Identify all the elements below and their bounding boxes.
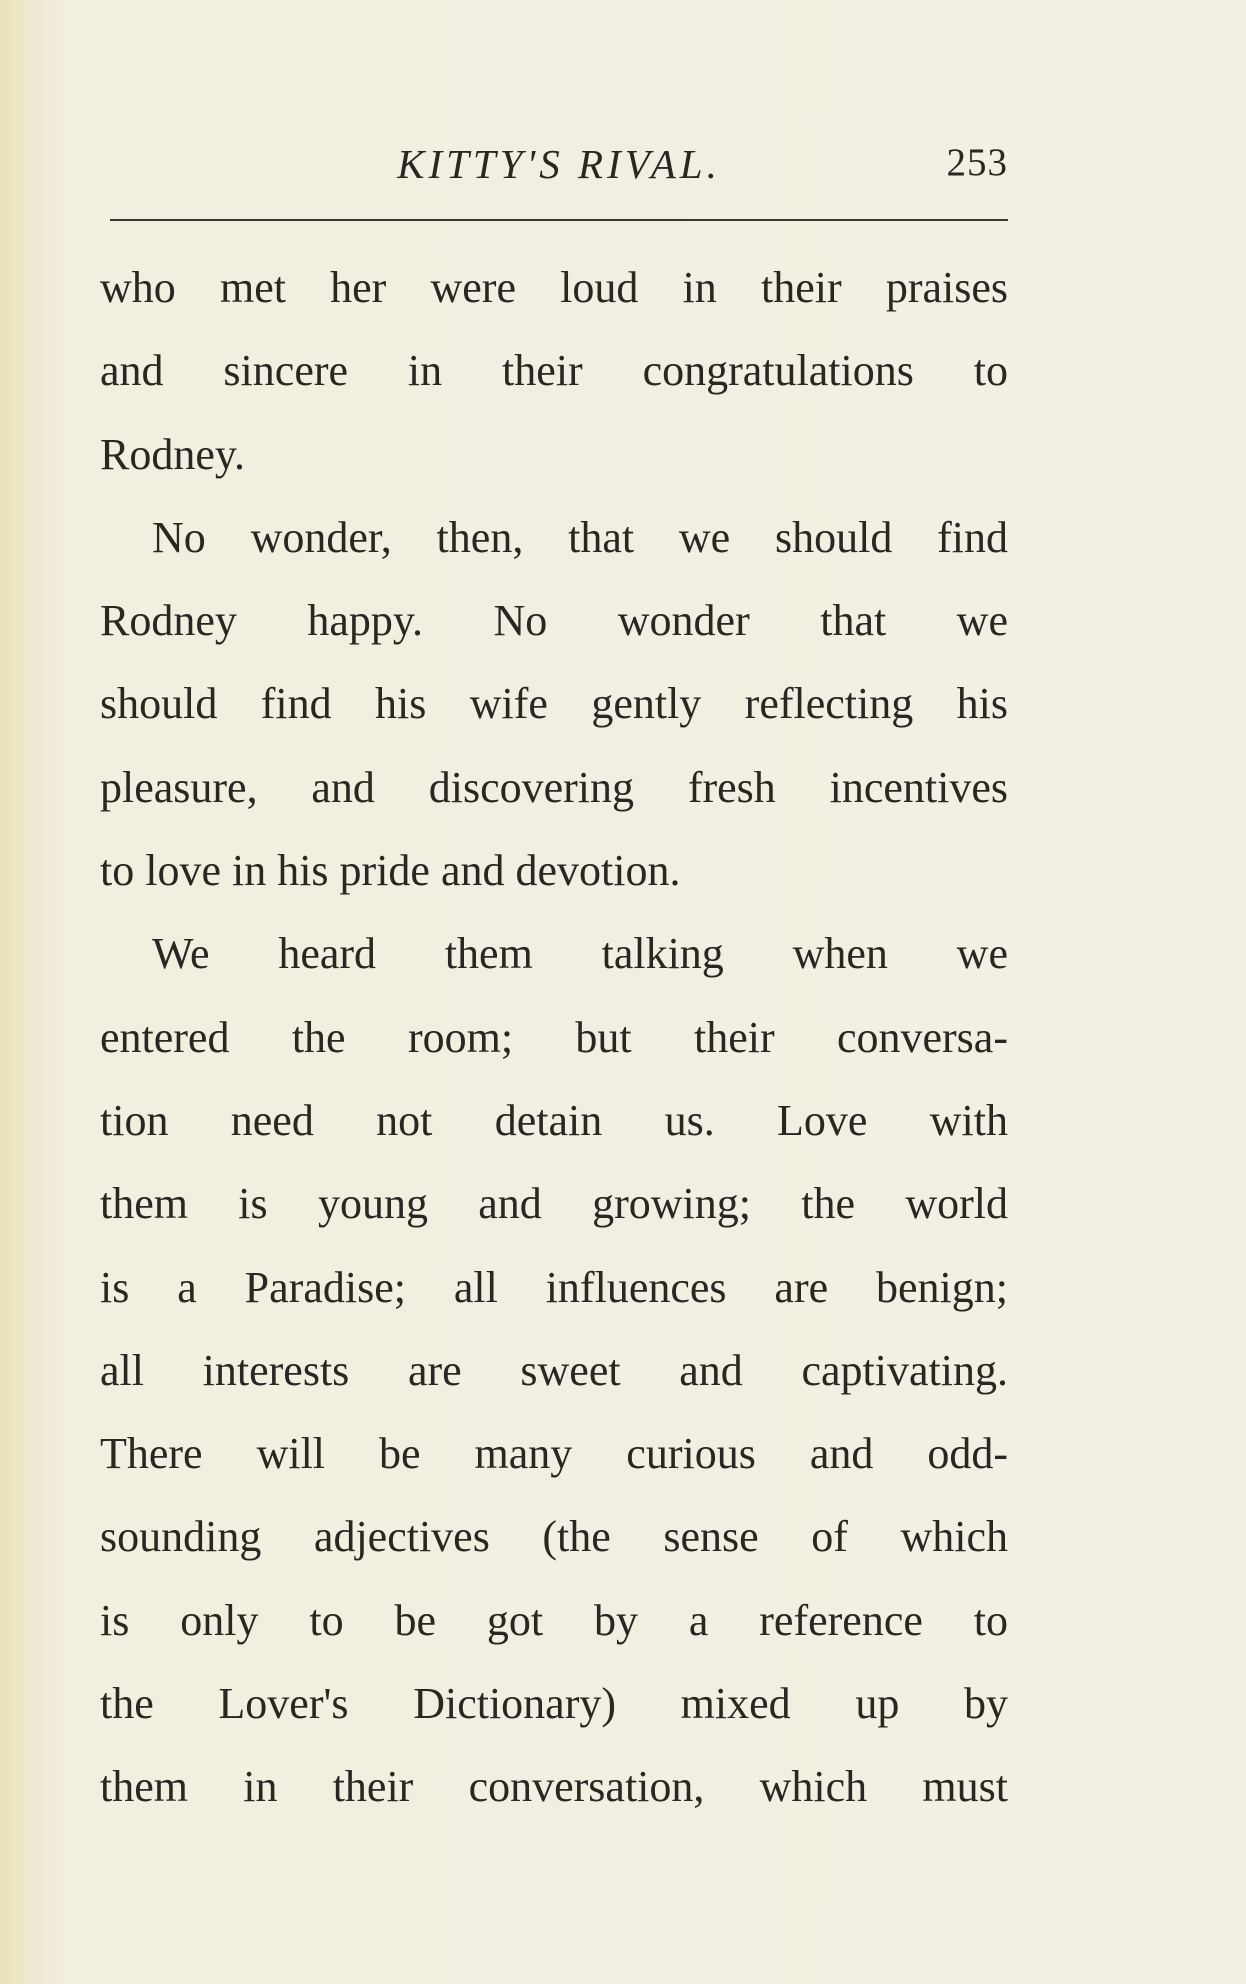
text-line: is only to be got by a reference to	[100, 1595, 1008, 1645]
text-line: is a Paradise; all influences are benign;	[100, 1262, 1008, 1312]
text-line: them is young and growing; the world	[100, 1179, 1008, 1229]
text-line: pleasure, and discovering fresh incentives	[100, 762, 1008, 812]
text-line: who met her were loud in their praises	[100, 263, 1008, 312]
text-line: We heard them talking when we	[152, 929, 1008, 979]
text-line: Rodney happy. No wonder that we	[100, 596, 1008, 646]
text-line: them in their conversation, which must	[100, 1762, 1008, 1812]
text-line: the Lover's Dictionary) mixed up by	[100, 1679, 1008, 1729]
text-line: to love in his pride and devotion.	[100, 846, 681, 896]
text-line: all interests are sweet and captivating.	[100, 1345, 1008, 1395]
text-line: No wonder, then, that we should find	[152, 512, 1008, 562]
text-line: entered the room; but their conversa-	[100, 1012, 1008, 1062]
text-line: should find his wife gently reflecting his	[100, 679, 1008, 729]
page-number: 253	[946, 141, 1008, 184]
header-rule	[110, 219, 1008, 221]
running-title: KITTY'S RIVAL.	[397, 141, 721, 187]
running-head	[110, 140, 1008, 190]
text-line: There will be many curious and odd-	[100, 1429, 1008, 1479]
text-line: and sincere in their congratulations to	[100, 346, 1008, 396]
text-line: Rodney.	[100, 429, 246, 479]
text-line: tion need not detain us. Love with	[100, 1095, 1008, 1145]
text-line: sounding adjectives (the sense of which	[100, 1512, 1008, 1562]
body-text	[100, 246, 1008, 1829]
